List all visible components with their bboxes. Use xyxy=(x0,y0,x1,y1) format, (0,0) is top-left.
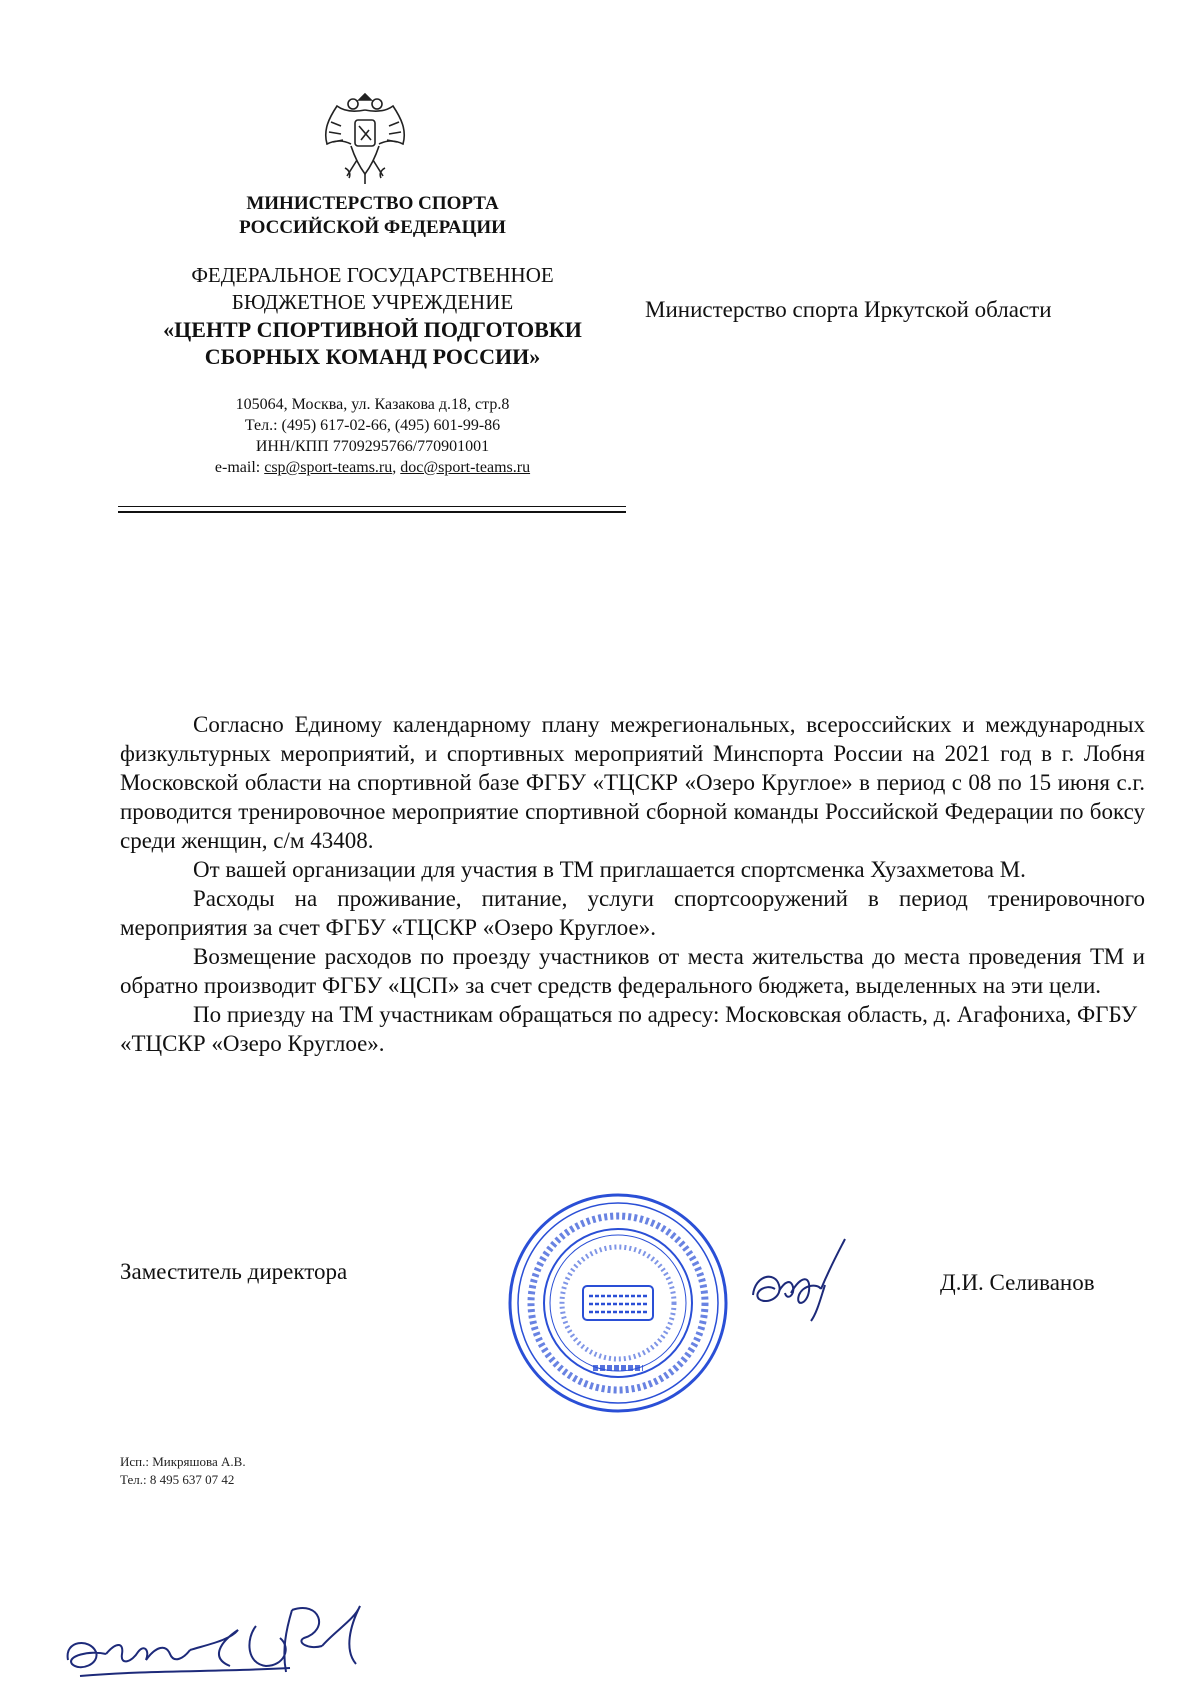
letter-body xyxy=(120,710,1145,1058)
tax-ids: ИНН/КПП 7709295766/770901001 xyxy=(255,438,490,455)
letterhead-divider xyxy=(118,506,626,507)
phone-numbers: Тел.: (495) 617-02-66, (495) 601-99-86 xyxy=(244,417,501,434)
signatory-role: Заместитель директора xyxy=(120,1259,348,1284)
executor-phone: Тел.: 8 495 637 07 42 xyxy=(120,1472,235,1487)
ministry-line: РОССИЙСКОЙ ФЕДЕРАЦИИ xyxy=(239,217,506,238)
email-separator: , xyxy=(392,459,401,476)
org-line-bold: «ЦЕНТР СПОРТИВНОЙ ПОДГОТОВКИ xyxy=(163,317,582,342)
org-line: БЮДЖЕТНОЕ УЧРЕЖДЕНИЕ xyxy=(231,290,514,314)
letterhead-divider-thick xyxy=(118,511,626,513)
postal-address: 105064, Москва, ул. Казакова д.18, стр.8 xyxy=(235,396,510,413)
signatory-name: Д.И. Селиванов xyxy=(940,1270,1095,1295)
official-stamp xyxy=(505,1190,731,1416)
body-paragraph: Согласно Единому календарному плану межрегиональных, всероссийских и международных физкультурных мероприятий, и спортивных мероприятий Минспорта России на 2021 год в г. Лобня Московской области на спортивной базе ФГБУ «ТЦСКР «Озеро Круглое» в период с 08 по 15 июня с.г. проводится тренировочное мероприятие спортивной сборной команды Российской Федерации по боксу среди женщин, с/м 43408. xyxy=(120,712,1145,853)
executor-info xyxy=(120,1453,246,1489)
coat-of-arms-icon xyxy=(315,82,415,188)
org-line-bold: СБОРНЫХ КОМАНД РОССИИ» xyxy=(204,344,541,369)
email-label: e-mail: xyxy=(214,459,265,476)
body-paragraph: По приезду на ТМ участникам обращаться по адресу: Московская область, д. Агафониха, ФГБУ «ТЦСКР «Озеро Круглое». xyxy=(120,1002,1138,1056)
body-paragraph: Возмещение расходов по проезду участников от места жительства до места проведения ТМ и обратно производит ФГБУ «ЦСП» за счет средств федерального бюджета, выделенных на эти цели. xyxy=(120,944,1145,998)
ministry-name xyxy=(120,192,625,240)
email-line xyxy=(120,457,625,478)
org-line: ФЕДЕРАЛЬНОЕ ГОСУДАРСТВЕННОЕ xyxy=(191,263,554,287)
body-paragraph: Расходы на проживание, питание, услуги спортсооружений в период тренировочного мероприятия за счет ФГБУ «ТЦСКР «Озеро Круглое». xyxy=(120,886,1145,940)
handwritten-signature xyxy=(60,1580,390,1690)
body-paragraph: От вашей организации для участия в ТМ приглашается спортсменка Хузахметова М. xyxy=(193,857,1026,882)
contact-block xyxy=(120,394,625,478)
organization-name xyxy=(120,262,625,370)
executor-name: Исп.: Микряшова А.В. xyxy=(120,1454,246,1469)
recipient: Министерство спорта Иркутской области xyxy=(645,297,1052,322)
email-link-csp[interactable]: csp@sport-teams.ru xyxy=(264,459,393,476)
ministry-line: МИНИСТЕРСТВО СПОРТА xyxy=(246,193,499,214)
director-signature xyxy=(745,1235,850,1325)
email-link-doc[interactable]: doc@sport-teams.ru xyxy=(400,459,531,476)
